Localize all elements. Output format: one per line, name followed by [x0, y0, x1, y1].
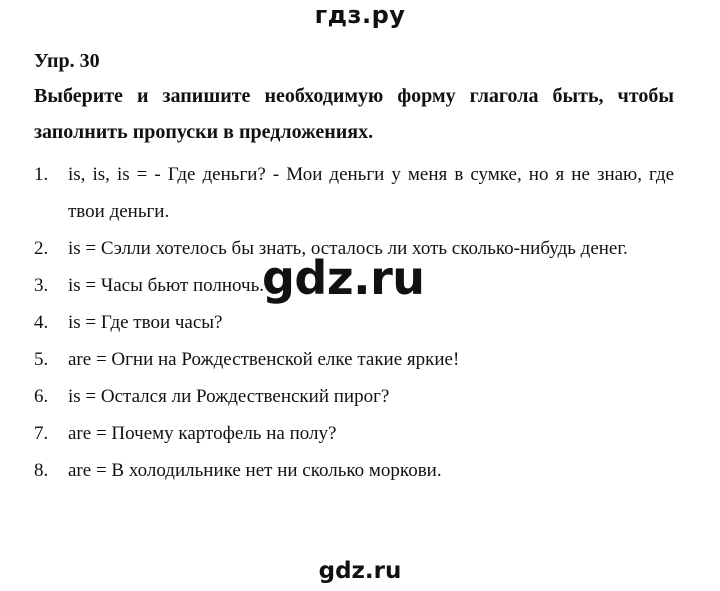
- watermark: gdz.ru: [262, 251, 425, 305]
- item-text: are = Почему картофель на полу?: [68, 423, 337, 444]
- answer-item-6: [34, 378, 674, 415]
- answer-item-7: [34, 415, 674, 452]
- exercise-title: Упр. 30: [34, 50, 100, 72]
- site-footer: gdz.ru: [318, 558, 402, 584]
- item-number: 5.: [34, 349, 49, 370]
- answer-item-1: [34, 156, 674, 230]
- exercise-task: Выберите и запишите необходимую форму глагола быть, чтобы заполнить пропуски в предложениях.: [34, 85, 674, 143]
- site-header: гдз.ру: [314, 1, 406, 29]
- item-number: 1.: [34, 164, 49, 185]
- item-number: 8.: [34, 460, 49, 481]
- item-number: 7.: [34, 423, 49, 444]
- item-number: 2.: [34, 238, 49, 259]
- answer-list: [34, 156, 674, 489]
- item-text: is = Где твои часы?: [68, 312, 223, 333]
- item-text: are = В холодильнике нет ни сколько моркови.: [68, 460, 442, 481]
- item-number: 4.: [34, 312, 49, 333]
- item-text: is, is, is = - Где деньги? - Мои деньги у меня в сумке, но я не знаю, где твои деньги.: [68, 164, 674, 222]
- item-text: are = Огни на Рождественской елке такие яркие!: [68, 349, 460, 370]
- answer-item-8: [34, 452, 674, 489]
- item-text: is = Сэлли хотелось бы знать, осталось ли хоть сколько-нибудь денег.: [68, 238, 628, 259]
- item-number: 3.: [34, 275, 49, 296]
- item-text: is = Часы бьют полночь.: [68, 275, 264, 296]
- item-number: 6.: [34, 386, 49, 407]
- answer-item-4: [34, 304, 674, 341]
- answer-item-5: [34, 341, 674, 378]
- item-text: is = Остался ли Рождественский пирог?: [68, 386, 390, 407]
